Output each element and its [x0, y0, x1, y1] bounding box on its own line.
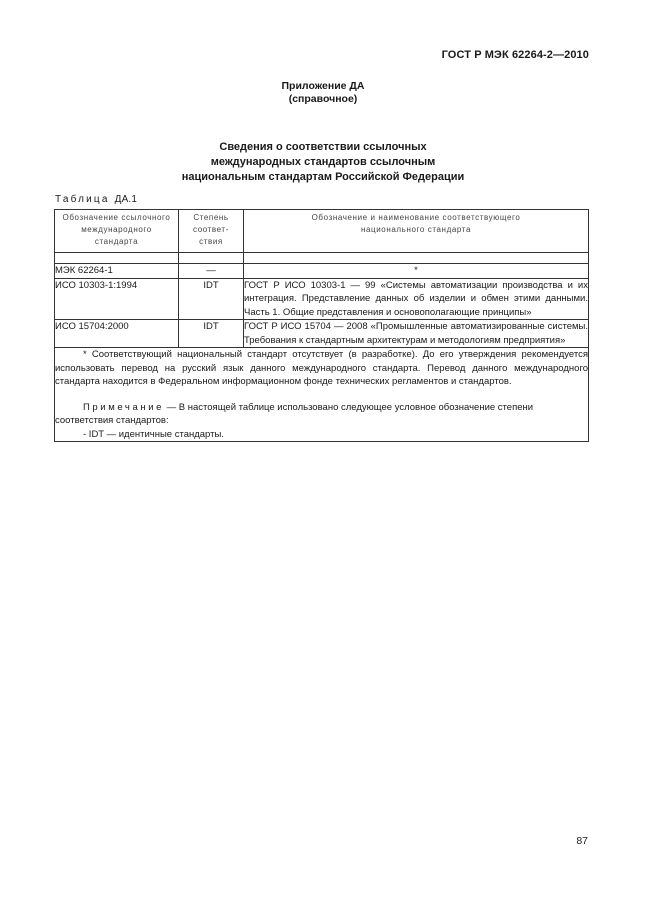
page-number: 87 [576, 835, 588, 847]
cell-intl: МЭК 62264-1 [55, 264, 179, 279]
table-note [55, 401, 588, 428]
cell-national: ГОСТ Р ИСО 15704 — 2008 «Промышленные автоматизированные системы. Требования к стандартным архитектурам и методологиям предприятия» [244, 321, 588, 346]
cell-intl: ИСО 15704:2000 [55, 320, 179, 348]
cell-national: * [244, 264, 589, 279]
table-header-gap [55, 253, 589, 264]
cell-degree: IDT [179, 320, 244, 348]
appendix-subtitle: (справочное) [288, 93, 358, 105]
note-text: — В настоящей таблице использовано следующее условное обозначение степени соответствия стандартов: [55, 401, 534, 426]
table-footnote: * Соответствующий национальный стандарт отсутствует (в разработке). До его утверждения рекомендуется использовать перевод на русский язык данного международного стандарта. Перевод данного международного стандарта находится в Федеральном информационном фонде технических регламентов и стандартов. [55, 349, 588, 387]
cell-degree: — [179, 264, 244, 279]
table-caption-word: Таблица [55, 194, 110, 205]
appendix-title: Приложение ДА [281, 80, 365, 92]
table-row [55, 264, 589, 279]
note-item: - IDT — идентичные стандарты. [83, 428, 224, 440]
table-caption-number: ДА.1 [114, 194, 138, 205]
header-degree: Степень соответ- ствия [179, 210, 244, 253]
cell-national: ГОСТ Р ИСО 10303-1 — 99 «Системы автоматизации производства и их интеграция. Представление данных об изделии и обмен этими данными. Часть 1. Общие представления и основополагающие принципы» [244, 279, 588, 318]
header-intl-standard: Обозначение ссылочного международного стандарта [55, 210, 179, 253]
table-header-row [55, 210, 589, 253]
section-title-line-2: международных стандартов ссылочным [210, 156, 436, 168]
section-title [0, 140, 646, 185]
cell-intl: ИСО 10303-1:1994 [55, 278, 179, 320]
table-row [55, 320, 589, 348]
table-caption [55, 194, 137, 205]
document-header: ГОСТ Р МЭК 62264-2—2010 [441, 49, 589, 61]
table-row [55, 278, 589, 320]
correspondence-table [54, 209, 589, 442]
section-title-line-1: Сведения о соответствии ссылочных [219, 141, 427, 153]
note-label: Примечание [83, 401, 164, 413]
table-footer-row [55, 348, 589, 442]
table-footer [55, 348, 589, 442]
cell-degree: IDT [179, 278, 244, 320]
section-title-line-3: национальным стандартам Российской Федерации [181, 171, 465, 183]
header-national-standard: Обозначение и наименование соответствующего национального стандарта [244, 210, 589, 253]
